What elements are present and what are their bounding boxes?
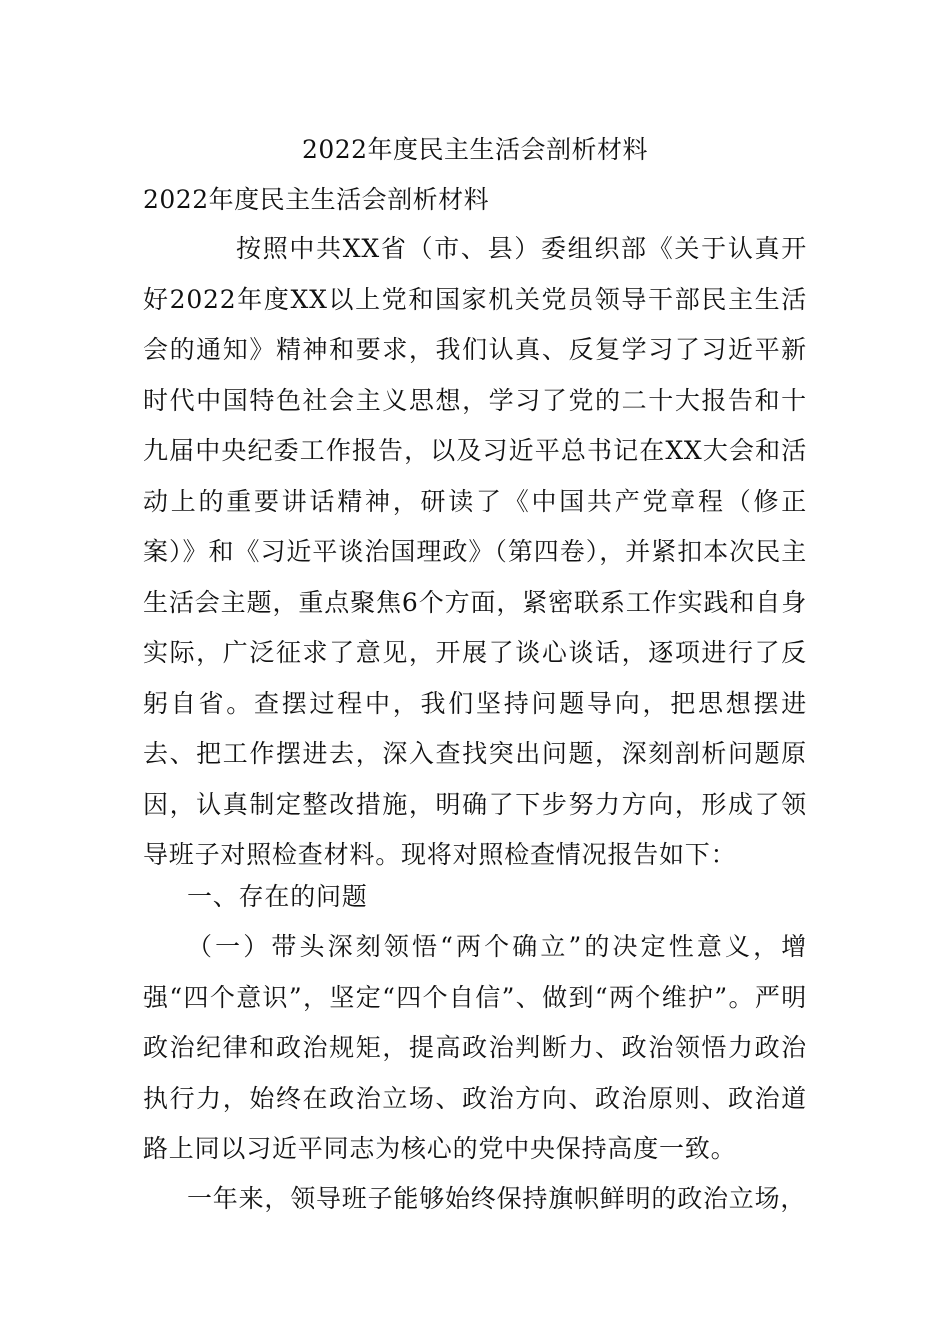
closing-paragraph: 一年来，领导班子能够始终保持旗帜鲜明的政治立场， [187, 1184, 807, 1213]
section-heading: 一、存在的问题 [187, 882, 368, 911]
item-one-paragraph: （一）带头深刻领悟“两个确立”的决定性意义，增强“四个意识”，坚定“四个自信”、做到“两个维护”。严明政治纪律和政治规矩，提高政治判断力、政治领悟力政治执行力，始终在政治立场、政治方向、政治原则、政治道路上同以习近平同志为核心的党中央保持高度一致。 [143, 932, 807, 1163]
document-title: 2022年度民主生活会剖析材料 [301, 135, 649, 164]
document-subtitle: 2022年度民主生活会剖析材料 [143, 185, 490, 214]
intro-paragraph: 按照中共XX省（市、县）委组织部《关于认真开好2022年度XX以上党和国家机关党员领导干部民主生活会的通知》精神和要求，我们认真、反复学习了习近平新时代中国特色社会主义思想，学习了党的二十大报告和十九届中央纪委工作报告，以及习近平总书记在XX大会和活动上的重要讲话精神，研读了《中国共产党章程（修正案）》和《习近平谈治国理政》（第四卷），并紧扣本次民主生活会主题，重点聚焦6个方面，紧密联系工作实践和自身实际，广泛征求了意见，开展了谈心谈话，逐项进行了反躬自省。查摆过程中，我们坚持问题导向，把思想摆进去、把工作摆进去，深入查找突出问题，深刻剖析问题原因，认真制定整改措施，明确了下步努力方向，形成了领导班子对照检查材料。现将对照检查情况报告如下： [143, 234, 807, 869]
